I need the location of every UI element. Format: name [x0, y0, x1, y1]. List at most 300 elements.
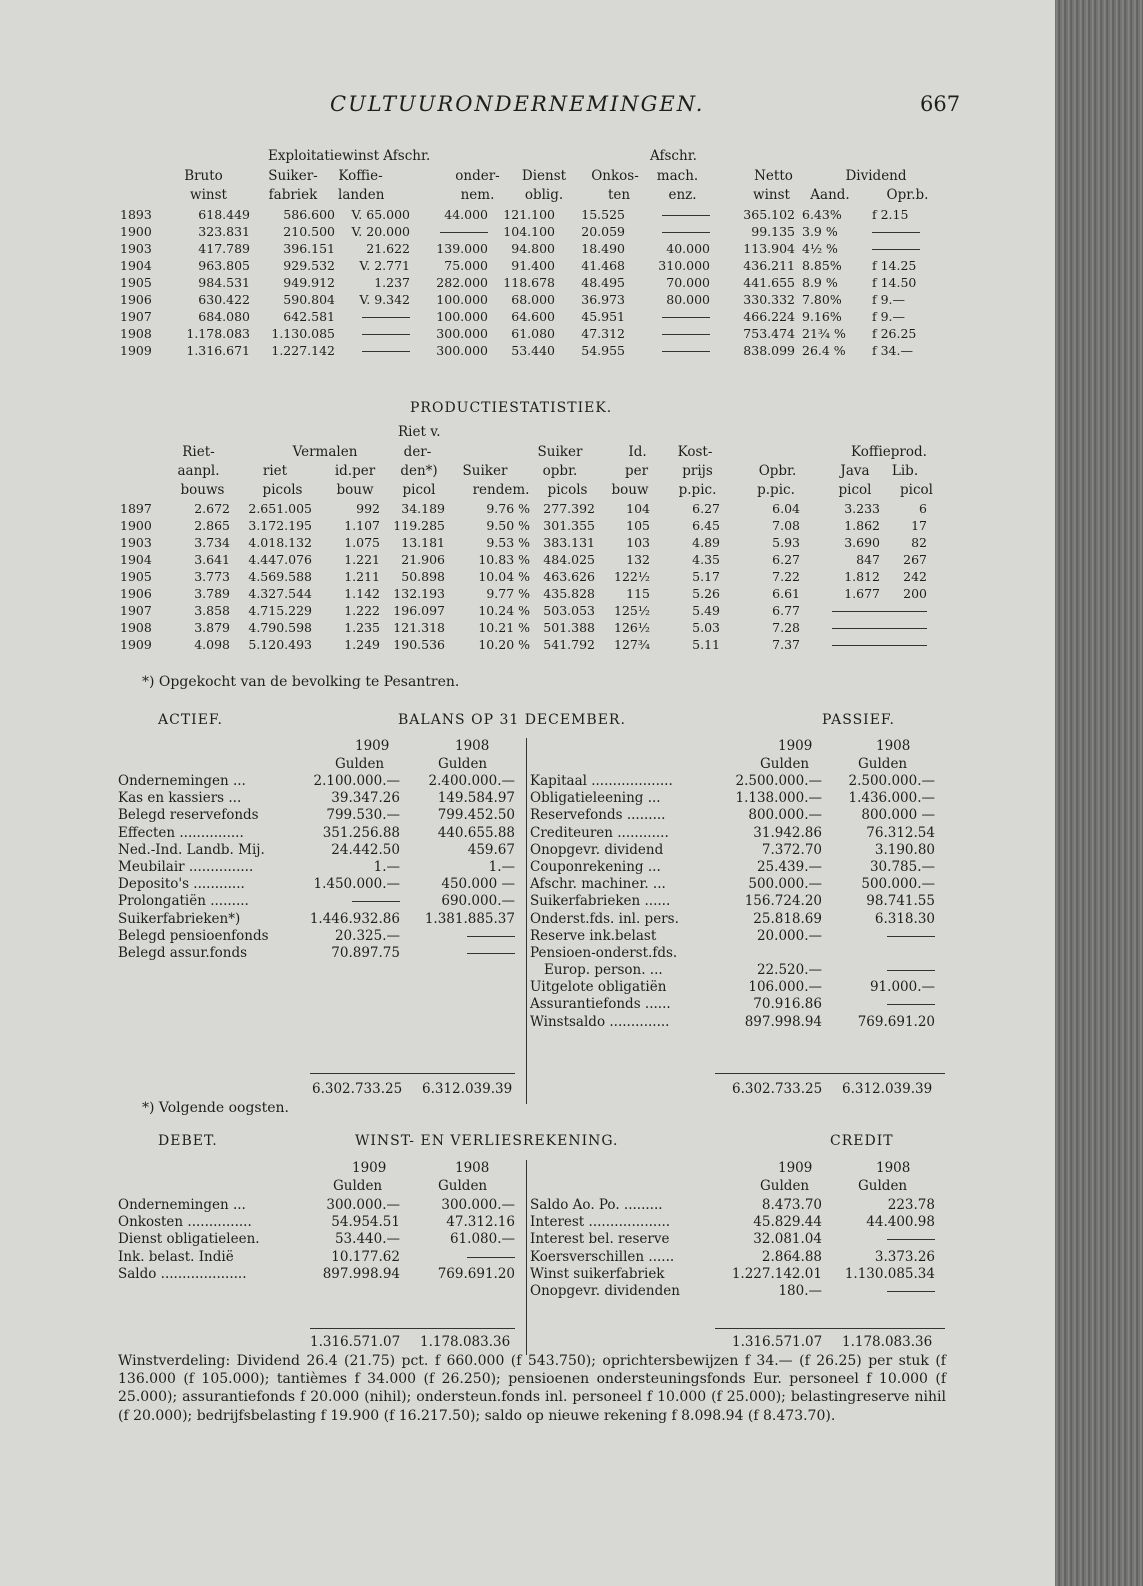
table-cell: 441.655	[743, 275, 795, 290]
table-cell: 396.151	[283, 241, 335, 256]
dash-mark	[872, 232, 920, 233]
ledger-value-1908: 223.78	[887, 1197, 935, 1213]
dash-mark	[872, 249, 920, 250]
table-cell: 1909	[120, 343, 152, 358]
ledger-label: Winstsaldo ..............	[530, 1013, 670, 1030]
table-cell: 5.03	[692, 620, 720, 635]
table-cell: 949.912	[283, 275, 335, 290]
productie-header-cell: Opbr.	[758, 463, 797, 479]
winst-credit-list	[530, 1197, 950, 1300]
table-cell: 1.862	[844, 518, 880, 533]
table-cell	[662, 308, 710, 325]
winst-total-left-1908: 1.178.083.36	[420, 1334, 511, 1350]
table-cell	[662, 342, 710, 359]
ledger-row	[530, 1249, 950, 1266]
balans-unit2-right: Gulden	[858, 756, 908, 772]
productie-header-cell: Vermalen	[292, 444, 358, 460]
winst-left-label: DEBET.	[158, 1133, 218, 1149]
ledger-row	[530, 825, 950, 842]
table-cell: 642.581	[283, 309, 335, 324]
table-cell	[362, 325, 410, 342]
productie-header-cell: bouw	[611, 482, 649, 498]
ledger-row	[530, 996, 950, 1013]
table-cell: 75.000	[444, 258, 488, 273]
table-cell: 383.131	[543, 535, 595, 550]
table-cell	[662, 223, 710, 240]
ledger-value-1908: 2.400.000.—	[428, 773, 515, 789]
table-cell	[362, 308, 410, 325]
productie-header-cell: p.pic.	[757, 482, 795, 498]
ledger-label: Onkosten ...............	[118, 1214, 252, 1231]
table-cell: 4.35	[692, 552, 720, 567]
productie-header-cell: Riet v.	[398, 424, 441, 440]
table-cell: 118.678	[503, 275, 555, 290]
table-cell: 2.865	[194, 518, 230, 533]
productie-header-cell: den*)	[400, 463, 438, 479]
ledger-label: Onopgevr. dividenden	[530, 1282, 680, 1299]
winst-right-label: CREDIT	[830, 1133, 894, 1149]
table-cell: 3.734	[194, 535, 230, 550]
winst-debet-list	[118, 1197, 518, 1283]
ledger-value-1909: 799.530.—	[326, 807, 400, 824]
ledger-row	[530, 1231, 950, 1248]
ledger-row	[118, 1197, 518, 1214]
productie-header-cell: riet	[262, 463, 288, 479]
table-cell: 1.130.085	[271, 326, 335, 341]
ledger-row	[530, 1014, 950, 1031]
table-cell: 1907	[120, 603, 152, 618]
table-row	[0, 342, 1055, 359]
table-cell	[879, 636, 927, 653]
ledger-label: Belegd assur.fonds	[118, 944, 248, 961]
winst-unit1-left: Gulden	[333, 1178, 383, 1194]
winst-total-rule-right	[715, 1328, 945, 1329]
table-cell: 44.000	[444, 207, 488, 222]
ledger-value-1909: 25.818.69	[753, 910, 822, 927]
table-cell: 992	[356, 501, 380, 516]
balans-actief-list	[118, 773, 518, 962]
productie-header-cell: aanpl.	[177, 463, 220, 479]
ledger-value-1909: 7.372.70	[761, 841, 822, 858]
table-cell: 1906	[120, 292, 152, 307]
ledger-row	[118, 790, 518, 807]
ledger-value-1908: 3.190.80	[874, 841, 935, 858]
ledger-value-1909: 1.450.000.—	[313, 876, 400, 893]
ledger-value-1909: 31.942.86	[753, 824, 822, 841]
ledger-value-1909: 1.227.142.01	[731, 1265, 822, 1282]
table-cell: 6.45	[692, 518, 720, 533]
balans-footnote: *) Volgende oogsten.	[142, 1100, 289, 1116]
table-cell: 1.235	[344, 620, 380, 635]
table-row	[0, 636, 1055, 653]
table-cell	[879, 602, 927, 619]
ledger-label: Ink. belast. Indië	[118, 1248, 234, 1265]
table-cell: 1903	[120, 241, 152, 256]
table-cell: 300.000	[436, 343, 488, 358]
table-cell: 5.26	[692, 586, 720, 601]
table-cell: 122½	[614, 569, 650, 584]
exploitatie-header-cell: Netto	[754, 168, 793, 184]
ledger-row	[530, 876, 950, 893]
exploitatie-header-cell: winst	[190, 187, 227, 203]
table-cell: 127¾	[614, 637, 650, 652]
ledger-label: Ondernemingen ...	[118, 1197, 246, 1213]
ledger-value-1909: 20.000.—	[756, 927, 822, 944]
ledger-value-1909: 45.829.44	[753, 1214, 822, 1231]
ledger-value-1909: 39.347.26	[331, 790, 400, 807]
table-cell: 4.018.132	[248, 535, 312, 550]
ledger-value-1909: 70.916.86	[753, 996, 822, 1013]
table-cell: 105	[626, 518, 650, 533]
ledger-label: Effecten ...............	[118, 824, 244, 841]
dash-mark	[887, 936, 935, 937]
ledger-label: Dienst obligatieleen.	[118, 1231, 260, 1248]
exploitatie-header-cell: Suiker-	[268, 168, 318, 184]
table-cell: 630.422	[198, 292, 250, 307]
ledger-row	[118, 842, 518, 859]
book-page-edge	[1055, 0, 1143, 1586]
table-cell: 1905	[120, 275, 152, 290]
ledger-row	[530, 790, 950, 807]
ledger-value-1908: 6.318.30	[874, 910, 935, 927]
table-cell: 310.000	[658, 258, 710, 273]
balans-total-rule-right	[715, 1073, 945, 1074]
table-cell: 200	[903, 586, 927, 601]
balans-total-right-1908: 6.312.039.39	[842, 1081, 933, 1097]
table-cell: 21.906	[401, 552, 445, 567]
ledger-value-1909: 20.325.—	[334, 927, 400, 944]
productie-header-cell: Riet-	[182, 444, 215, 460]
ledger-row	[118, 893, 518, 910]
table-cell: 6.61	[772, 586, 800, 601]
dash-mark	[662, 215, 710, 216]
table-cell: 7.37	[772, 637, 800, 652]
balans-unit1-left: Gulden	[335, 756, 385, 772]
table-cell: 3.233	[844, 501, 880, 516]
dash-mark	[832, 628, 880, 629]
exploitatie-rows	[0, 206, 1055, 359]
ledger-value-1908: 1.436.000.—	[848, 790, 935, 807]
ledger-value-1909: 1.—	[373, 858, 400, 875]
balans-unit2-left: Gulden	[438, 756, 488, 772]
productie-header-cell: Lib.	[891, 463, 919, 479]
table-cell: 99.135	[751, 224, 795, 239]
table-cell: 100.000	[436, 309, 488, 324]
ledger-value-1909: 2.500.000.—	[735, 773, 822, 789]
ledger-label: Saldo ....................	[118, 1265, 247, 1282]
ledger-value-1908: 769.691.20	[857, 1013, 935, 1030]
ledger-row	[530, 859, 950, 876]
table-cell: 113.904	[743, 241, 795, 256]
dash-mark	[662, 232, 710, 233]
ledger-row	[118, 807, 518, 824]
table-cell: 104.100	[503, 224, 555, 239]
table-cell: 1.075	[344, 535, 380, 550]
ledger-value-1908: 769.691.20	[437, 1265, 515, 1282]
ledger-value-1908: 450.000 —	[441, 876, 515, 893]
winst-total-left-1909: 1.316.571.07	[310, 1334, 401, 1350]
table-cell: 53.440	[511, 343, 555, 358]
ledger-row	[118, 911, 518, 928]
table-cell: 26.4 %	[802, 343, 846, 358]
table-cell: V. 2.771	[359, 258, 410, 273]
table-cell: 1.211	[344, 569, 380, 584]
dash-mark	[879, 645, 927, 646]
table-cell: 1.812	[844, 569, 880, 584]
table-cell: 6	[919, 501, 927, 516]
table-cell: 1.107	[344, 518, 380, 533]
balans-title: BALANS OP 31 DECEMBER.	[398, 712, 626, 728]
table-cell	[832, 602, 880, 619]
productie-rows	[0, 500, 1055, 653]
ledger-value-1908	[887, 962, 935, 979]
ledger-value-1908: 44.400.98	[866, 1214, 935, 1231]
table-cell: 684.080	[198, 309, 250, 324]
ledger-value-1908: 98.741.55	[866, 893, 935, 910]
table-cell: 365.102	[743, 207, 795, 222]
ledger-row	[118, 876, 518, 893]
table-cell: 1.227.142	[271, 343, 335, 358]
table-cell: 80.000	[666, 292, 710, 307]
productie-header-cell: per	[624, 463, 649, 479]
dash-mark	[832, 645, 880, 646]
winst-unit1-right: Gulden	[760, 1178, 810, 1194]
exploitatie-header-cell: Koffie-	[338, 168, 383, 184]
ledger-row	[530, 979, 950, 996]
table-cell: 1.221	[344, 552, 380, 567]
ledger-value-1908: 1.381.885.37	[424, 910, 515, 927]
table-cell: 8.9 %	[802, 275, 838, 290]
table-row	[0, 223, 1055, 240]
table-cell: 1903	[120, 535, 152, 550]
ledger-value-1908: 799.452.50	[437, 807, 515, 824]
ledger-value-1908	[887, 996, 935, 1013]
table-cell: 1900	[120, 518, 152, 533]
table-cell: 618.449	[198, 207, 250, 222]
table-cell: 9.76 %	[486, 501, 530, 516]
table-cell: 20.059	[581, 224, 625, 239]
ledger-label: Winst suikerfabriek	[530, 1265, 665, 1282]
ledger-label: Deposito's ............	[118, 876, 245, 893]
ledger-value-1908: 91.000.—	[869, 979, 935, 996]
ledger-value-1909: 897.998.94	[322, 1265, 400, 1282]
table-cell: 1.316.671	[186, 343, 250, 358]
table-cell: 1908	[120, 620, 152, 635]
table-cell: 190.536	[393, 637, 445, 652]
ledger-row	[118, 1266, 518, 1283]
ledger-row	[530, 1197, 950, 1214]
table-cell	[832, 619, 880, 636]
ledger-value-1908	[887, 1283, 935, 1300]
winst-year1-left: 1909	[352, 1160, 387, 1176]
balans-year1-right: 1909	[778, 738, 813, 754]
table-cell: 94.800	[511, 241, 555, 256]
table-cell: 1907	[120, 309, 152, 324]
table-cell: 121.100	[503, 207, 555, 222]
table-cell: 17	[911, 518, 927, 533]
table-cell: 125½	[614, 603, 650, 618]
winst-total-right-1909: 1.316.571.07	[732, 1334, 823, 1350]
dash-mark	[662, 334, 710, 335]
table-cell: 103	[626, 535, 650, 550]
dash-mark	[467, 1257, 515, 1258]
table-cell: 3.879	[194, 620, 230, 635]
ledger-label: Couponrekening ...	[530, 858, 661, 875]
table-cell: 6.77	[772, 603, 800, 618]
ledger-value-1909: 1.138.000.—	[735, 790, 822, 807]
productie-header-cell: Suiker	[537, 444, 583, 460]
table-cell: 61.080	[511, 326, 555, 341]
dash-mark	[887, 1291, 935, 1292]
table-cell: 1904	[120, 552, 152, 567]
table-cell: 3.641	[194, 552, 230, 567]
ledger-label: Koersverschillen ......	[530, 1248, 675, 1265]
table-cell: 210.500	[283, 224, 335, 239]
ledger-value-1908: 2.500.000.—	[848, 773, 935, 789]
balans-year1-left: 1909	[355, 738, 390, 754]
table-cell: 4.447.076	[248, 552, 312, 567]
table-cell: 6.27	[692, 501, 720, 516]
balans-right-label: PASSIEF.	[822, 712, 895, 728]
dash-mark	[362, 334, 410, 335]
table-row	[0, 619, 1055, 636]
table-cell: 10.04 %	[478, 569, 530, 584]
ledger-label: Belegd pensioenfonds	[118, 927, 269, 944]
table-cell: 3.172.195	[248, 518, 312, 533]
table-cell: 1.237	[374, 275, 410, 290]
ledger-row	[118, 945, 518, 962]
exploitatie-header-cell: landen	[338, 187, 385, 203]
dash-mark	[662, 317, 710, 318]
table-cell: f 2.15	[872, 207, 909, 222]
productie-header-cell: picol	[900, 482, 933, 498]
productie-header-cell: picol	[838, 482, 872, 498]
ledger-value-1908	[467, 928, 515, 945]
ledger-value-1908: 440.655.88	[437, 824, 515, 841]
dash-mark	[662, 351, 710, 352]
ledger-value-1909: 54.954.51	[331, 1214, 400, 1231]
ledger-label: Interest ...................	[530, 1214, 671, 1231]
ledger-value-1908: 459.67	[467, 841, 515, 858]
table-cell: 6.27	[772, 552, 800, 567]
dash-mark	[887, 970, 935, 971]
ledger-value-1909: 8.473.70	[761, 1197, 822, 1213]
ledger-label: Reserve ink.belast	[530, 927, 657, 944]
ledger-label: Ned.-Ind. Landb. Mij.	[118, 841, 265, 858]
ledger-label: Kapitaal ...................	[530, 773, 673, 789]
productie-header-cell: rendem.	[472, 482, 530, 498]
ledger-row	[118, 928, 518, 945]
table-row	[0, 551, 1055, 568]
table-cell: 40.000	[666, 241, 710, 256]
table-cell: 91.400	[511, 258, 555, 273]
ledger-row	[530, 945, 950, 962]
ledger-value-1908: 500.000.—	[861, 876, 935, 893]
table-cell: 50.898	[401, 569, 445, 584]
table-row	[0, 240, 1055, 257]
dash-mark	[467, 953, 515, 954]
table-cell: 21¾ %	[802, 326, 846, 341]
table-cell: 104	[626, 501, 650, 516]
exploitatie-header-cell: fabriek	[268, 187, 318, 203]
ledger-label: Afschr. machiner. ...	[530, 876, 666, 893]
winst-unit2-left: Gulden	[438, 1178, 488, 1194]
table-cell: 2.651.005	[248, 501, 312, 516]
ledger-label: Meubilair ...............	[118, 858, 254, 875]
table-cell: 1.677	[844, 586, 880, 601]
table-cell: 21.622	[366, 241, 410, 256]
balans-unit1-right: Gulden	[760, 756, 810, 772]
table-cell: 5.11	[692, 637, 720, 652]
table-cell: 5.120.493	[248, 637, 312, 652]
table-cell	[662, 206, 710, 223]
ledger-value-1909: 106.000.—	[748, 979, 822, 996]
dash-mark	[440, 232, 488, 233]
table-cell: 753.474	[743, 326, 795, 341]
balans-total-left-1908: 6.312.039.39	[422, 1081, 513, 1097]
table-cell: 417.789	[198, 241, 250, 256]
dash-mark	[467, 936, 515, 937]
ledger-value-1908	[887, 1231, 935, 1248]
ledger-value-1909: 180.—	[778, 1282, 822, 1299]
table-row	[0, 308, 1055, 325]
table-cell	[879, 619, 927, 636]
table-cell: 115	[626, 586, 650, 601]
ledger-value-1909: 156.724.20	[744, 893, 822, 910]
table-cell: 48.495	[581, 275, 625, 290]
ledger-value-1908: 1.—	[488, 858, 515, 875]
ledger-row	[118, 859, 518, 876]
table-cell: 9.16%	[802, 309, 842, 324]
table-cell: 330.332	[743, 292, 795, 307]
ledger-value-1908: 61.080.—	[449, 1231, 515, 1248]
productie-header-cell: picol	[402, 482, 436, 498]
dash-mark	[887, 1239, 935, 1240]
ledger-value-1909: 2.864.88	[761, 1248, 822, 1265]
table-cell	[362, 342, 410, 359]
ledger-label: Pensioen-onderst.fds.	[530, 944, 678, 961]
ledger-label: Crediteuren ............	[530, 824, 669, 841]
page-number: 667	[920, 92, 961, 116]
table-cell: 7.22	[772, 569, 800, 584]
table-cell	[832, 636, 880, 653]
table-cell	[662, 325, 710, 342]
ledger-value-1908: 30.785.—	[869, 858, 935, 875]
exploitatie-header-cell: mach.	[656, 168, 699, 184]
table-cell: 6.04	[772, 501, 800, 516]
ledger-row	[530, 928, 950, 945]
ledger-label: Suikerfabrieken*)	[118, 910, 241, 927]
exploitatie-header-cell: ten	[607, 187, 631, 203]
table-row	[0, 602, 1055, 619]
table-cell: 301.355	[543, 518, 595, 533]
table-cell: 503.053	[543, 603, 595, 618]
table-cell: V. 65.000	[351, 207, 410, 222]
ledger-label: Onopgevr. dividend	[530, 841, 664, 858]
ledger-label: Onderst.fds. inl. pers.	[530, 910, 679, 927]
table-row	[0, 500, 1055, 517]
table-cell: 838.099	[743, 343, 795, 358]
productie-header-cell: picols	[547, 482, 588, 498]
table-cell	[440, 223, 488, 240]
productie-header-cell: bouw	[336, 482, 374, 498]
table-cell: 3.9 %	[802, 224, 838, 239]
table-cell: 10.24 %	[478, 603, 530, 618]
table-cell: 463.626	[543, 569, 595, 584]
table-cell: 4.098	[194, 637, 230, 652]
table-cell: 5.93	[772, 535, 800, 550]
table-cell: 132.193	[393, 586, 445, 601]
